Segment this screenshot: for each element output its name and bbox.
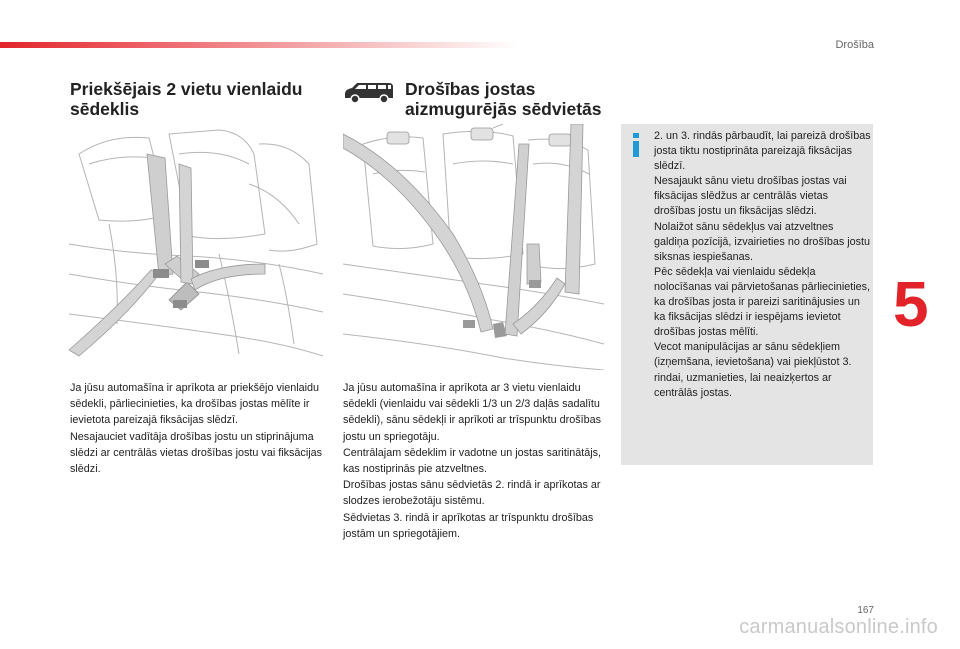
rear-bench-seat-illustration (343, 124, 604, 370)
paragraph: Drošības jostas sānu sēdvietās 2. rindā ir aprīkotas ar slodzes ierobežotāju sistēmu. (343, 479, 601, 508)
info-box (621, 124, 873, 465)
rear-belts-text (343, 380, 605, 542)
paragraph: Sēdvietas 3. rindā ir aprīkotas ar trīspunktu drošības jostām un spriegotājiem. (343, 511, 594, 540)
rear-belts-heading-line1: Drošības jostas (405, 79, 536, 99)
paragraph: Ja jūsu automašīna ir aprīkota ar 3 vietu vienlaidu sēdekli (vienlaidu vai sēdekli 1/3 un 2/3 daļās sadalītu sēdekli), sānu sēdekļi ir aprīkoti ar trīspunktu drošības jostu un spriegotāju. (343, 382, 602, 443)
section-title: Drošība (835, 39, 874, 51)
front-bench-heading-line2: sēdeklis (70, 99, 140, 119)
info-text (654, 129, 871, 401)
paragraph: Centrālajam sēdeklim ir vadotne un jostas saritinātājs, kas nostiprinās pie atzveltnes. (343, 446, 602, 476)
chapter-number: 5 (893, 268, 929, 340)
front-bench-seat-illustration (69, 124, 323, 370)
rear-belts-heading (405, 79, 625, 119)
front-bench-heading (70, 79, 332, 119)
paragraph: Nesajaukt sānu vietu drošības jostas vai fiksācijas slēdžus ar centrālās vietas drošības jostu un fiksācijas slēdzi. (654, 175, 847, 218)
front-bench-text (70, 380, 332, 477)
paragraph: Vecot manipulācijas ar sānu sēdekļiem (izņemšana, ievietošana) vai piekļūstot 3. rindai, uzmanieties, lai neaizķertos ar centrālās jostas. (654, 341, 852, 399)
front-bench-heading-line1: Priekšējais 2 vietu vienlaidu (70, 79, 303, 99)
watermark: carmanualsonline.info (739, 616, 938, 638)
rear-belts-heading-line2: aizmugurējās sēdvietās (405, 99, 602, 119)
paragraph: Ja jūsu automašīna ir aprīkota ar priekšējo vienlaidu sēdekli, pārliecinieties, ka drošības jostas mēlīte ir ievietota pareizajā fiksācijas slēdzī. (70, 382, 320, 427)
header-accent-bar (0, 42, 520, 48)
info-icon (630, 133, 642, 157)
paragraph: Nesajauciet vadītāja drošības jostu un stiprinājuma slēdzi ar centrālās vietas drošības jostu vai fiksācijas slēdzi. (70, 430, 323, 476)
paragraph: Nolaižot sānu sēdekļus vai atzveltnes galdiņa pozīcijā, izvairieties no drošības jostu siksnas iespiešanas. (654, 220, 871, 263)
van-icon (343, 81, 395, 105)
page-number: 167 (857, 605, 874, 616)
paragraph: 2. un 3. rindās pārbaudīt, lai pareizā drošības josta tiktu nostiprināta pareizajā fiksācijas slēdzī. (654, 130, 871, 173)
paragraph: Pēc sēdekļa vai vienlaidu sēdekļa nolocīšanas vai pārvietošanas pārliecinieties, ka drošības josta ir pareizi saritinājusies un ka fiksācijas slēdzi ir iespējams ievietot drošības jostas mēlīti. (654, 265, 871, 339)
